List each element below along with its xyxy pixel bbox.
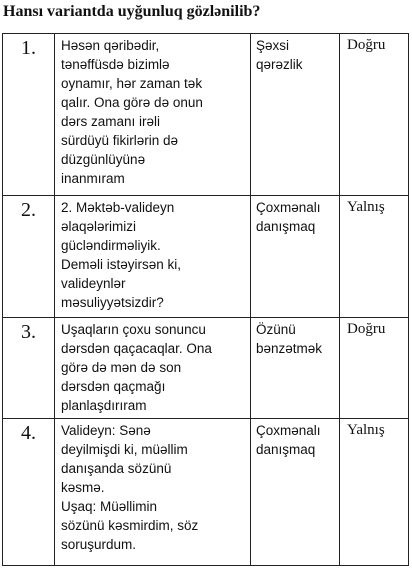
statement-line: gücləndirməliyik. — [61, 238, 161, 253]
statement-line: əlaqələrimizi — [61, 219, 137, 234]
question-heading: Hansı variantda uyğunluq gözlənilib? — [3, 3, 261, 20]
statement-line: planlaşdırıram — [61, 398, 147, 413]
statement-line: tənəffüsdə bizimlə — [61, 57, 170, 72]
statement-line: danışanda sözünü — [61, 461, 172, 476]
statement-line: məsuliyyətsizdir? — [61, 295, 164, 310]
category-line: bənzətmək — [256, 341, 323, 356]
statement-line: düzgünlüyünə — [61, 152, 146, 167]
statement-line: kəsmə. — [61, 480, 105, 495]
category-cell — [251, 318, 340, 419]
table-row — [3, 318, 409, 419]
statement-line: 2. Məktəb-valideyn — [61, 200, 175, 215]
statement-text — [55, 318, 251, 419]
category-line: Çoxmənalı — [256, 200, 321, 215]
statement-line: Deməli istəyirsən ki, — [61, 257, 182, 272]
statement-line: oynamır, hər zaman tək — [61, 76, 203, 91]
statement-line: Uşaqların çoxu sonuncu — [61, 322, 206, 337]
row-number: 2. — [3, 196, 55, 318]
statement-line: Uşaq: Müəllimin — [61, 499, 158, 514]
row-number: 1. — [3, 34, 55, 196]
statement-line: deyilmişdi ki, müəllim — [61, 442, 188, 457]
statement-text — [55, 196, 251, 318]
verdict-cell: Yalnış — [340, 196, 409, 318]
statement-line: dərs zamanı irəli — [61, 114, 161, 129]
statement-line: görə də mən də son — [61, 360, 182, 375]
category-line: Çoxmənalı — [256, 423, 321, 438]
category-line: danışmaq — [256, 442, 316, 457]
statement-line: Həsən qəribədir, — [61, 38, 160, 53]
statement-line: dərsdən qaçacaqlar. Ona — [61, 341, 212, 356]
statement-text — [55, 34, 251, 196]
row-number: 3. — [3, 318, 55, 419]
row-number: 4. — [3, 419, 55, 566]
table-row — [3, 34, 409, 196]
statement-line: Valideyn: Sənə — [61, 423, 151, 438]
statement-line: soruşurdum. — [61, 537, 137, 552]
category-cell — [251, 34, 340, 196]
table-row — [3, 419, 409, 566]
category-line: qərəzlik — [256, 57, 303, 72]
answer-table — [2, 33, 409, 566]
category-line: Özünü — [256, 322, 296, 337]
statement-text — [55, 419, 251, 566]
verdict-cell: Doğru — [340, 318, 409, 419]
statement-line: dərsdən qaçmağı — [61, 379, 166, 394]
category-line: Şəxsi — [256, 38, 290, 53]
table-row — [3, 196, 409, 318]
statement-line: valideynlər — [61, 276, 126, 291]
category-cell — [251, 419, 340, 566]
statement-line: sözünü kəsmirdim, söz — [61, 518, 199, 533]
statement-line: sürdüyü fikirlərin də — [61, 133, 179, 148]
category-cell — [251, 196, 340, 318]
category-line: danışmaq — [256, 219, 316, 234]
verdict-cell: Yalnış — [340, 419, 409, 566]
verdict-cell: Doğru — [340, 34, 409, 196]
statement-line: inanmıram — [61, 171, 125, 186]
statement-line: qalır. Ona görə də onun — [61, 95, 203, 110]
